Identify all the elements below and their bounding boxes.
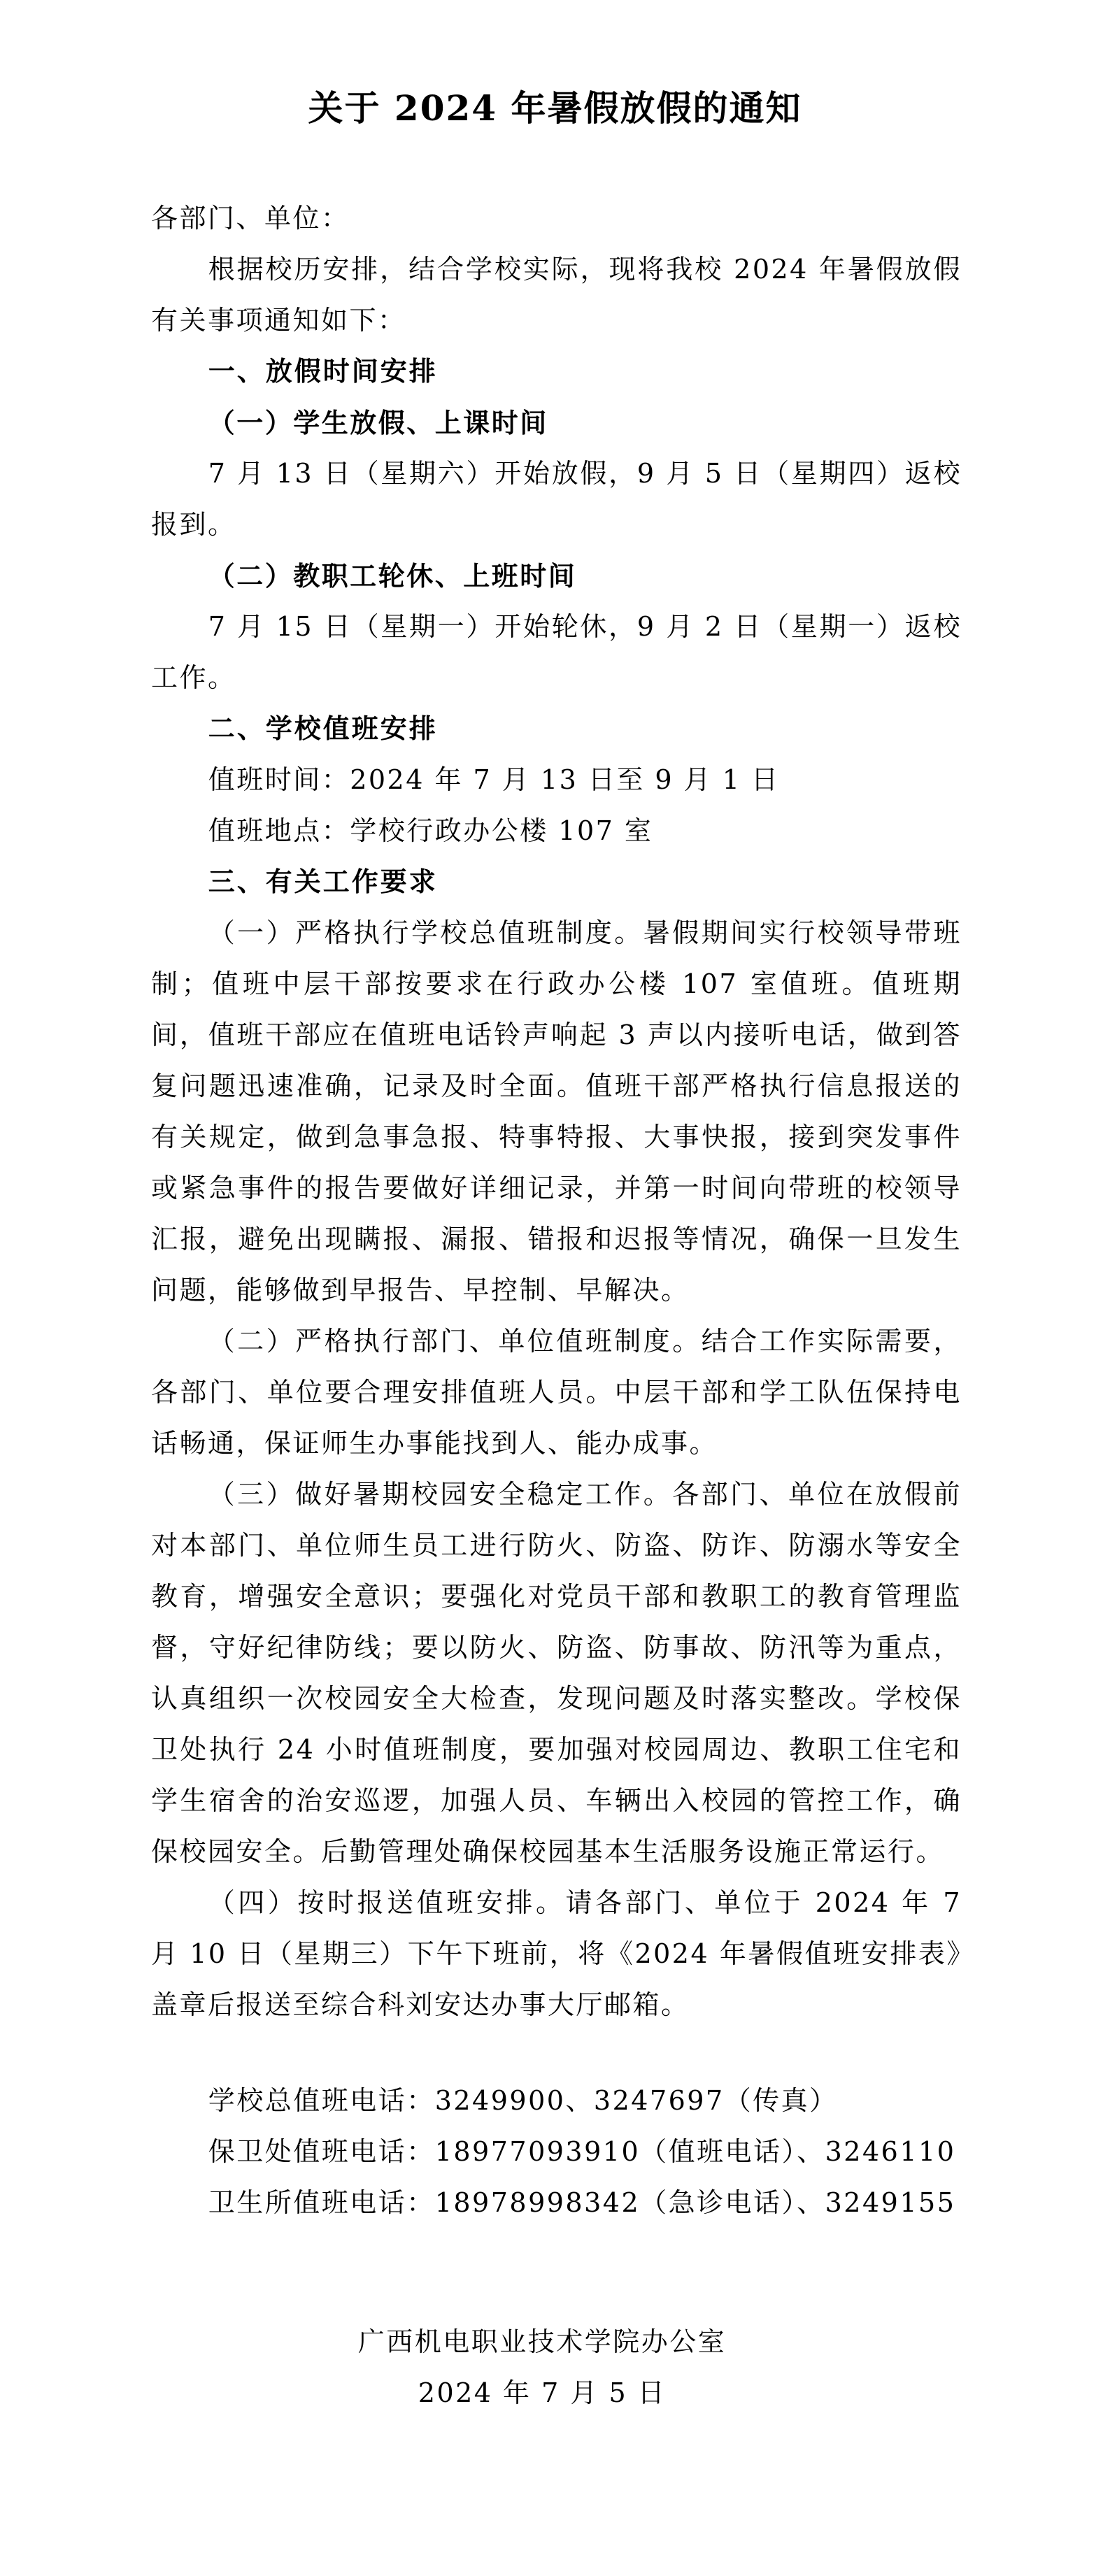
section1-sub2-text: 7 月 15 日（星期一）开始轮休，9 月 2 日（星期一）返校工作。 <box>151 611 962 693</box>
intro-paragraph: 根据校历安排，结合学校实际，现将我校 2024 年暑假放假有关事项通知如下： <box>151 254 962 336</box>
phone-list <box>151 2075 962 2228</box>
section2-heading: 二、学校值班安排 <box>208 713 438 744</box>
section1-sub2-heading: （二）教职工轮休、上班时间 <box>208 560 577 592</box>
section3-item2: （二）严格执行部门、单位值班制度。结合工作实际需要，各部门、单位要合理安排值班人员。中层干部和学工队伍保持电话畅通，保证师生办事能找到人、能办成事。 <box>151 1326 962 1459</box>
section1-sub1-heading: （一）学生放假、上课时间 <box>208 407 548 438</box>
doc-body <box>151 193 962 2419</box>
phone-line-clinic: 卫生所值班电话：18978998342（急诊电话）、3249155 <box>208 2187 956 2218</box>
salutation: 各部门、单位： <box>151 203 350 234</box>
doc-title: 关于 2024 年暑假放假的通知 <box>308 87 802 129</box>
phone-line-security: 保卫处值班电话：18977093910（值班电话）、3246110 <box>208 2136 956 2167</box>
section1-sub1-text: 7 月 13 日（星期六）开始放假，9 月 5 日（星期四）返校报到。 <box>151 458 962 540</box>
signature-org: 广西机电职业技术学院办公室 <box>357 2326 727 2357</box>
section3-item4: （四）按时报送值班安排。请各部门、单位于 2024 年 7 月 10 日（星期三）下午下班前，将《2024 年暑假值班安排表》盖章后报送至综合科刘安达办事大厅邮箱。 <box>151 1887 962 2020</box>
phone-line-school: 学校总值班电话：3249900、3247697（传真） <box>208 2085 838 2116</box>
signature-block <box>318 2317 766 2419</box>
section3-heading: 三、有关工作要求 <box>208 866 438 897</box>
duty-time-line: 值班时间：2024 年 7 月 13 日至 9 月 1 日 <box>208 764 780 795</box>
section3-item3: （三）做好暑期校园安全稳定工作。各部门、单位在放假前对本部门、单位师生员工进行防火、防盗、防诈、防溺水等安全教育，增强安全意识；要强化对党员干部和教职工的教育管理监督，守好纪律防线；要以防火、防盗、防事故、防汛等为重点，认真组织一次校园安全大检查，发现问题及时落实整改。学校保卫处执行 24 小时值班制度，要加强对校园周边、教职工住宅和学生宿舍的治安巡逻，加强人员、车辆出入校园的管控工作，确保校园安全。后勤管理处确保校园基本生活服务设施正常运行。 <box>151 1479 962 1867</box>
signature-date: 2024 年 7 月 5 日 <box>418 2377 667 2408</box>
duty-place-line: 值班地点：学校行政办公楼 107 室 <box>208 815 653 846</box>
section3-item1: （一）严格执行学校总值班制度。暑假期间实行校领导带班制；值班中层干部按要求在行政办公楼 107 室值班。值班期间，值班干部应在值班电话铃声响起 3 声以内接听电话，做到答复问题迅速准确，记录及时全面。值班干部严格执行信息报送的有关规定，做到急事急报、特事特报、大事快报，接到突发事件或紧急事件的报告要做好详细记录，并第一时间向带班的校领导汇报，避免出现瞒报、漏报、错报和迟报等情况，确保一旦发生问题，能够做到早报告、早控制、早解决。 <box>151 917 962 1305</box>
section1-heading: 一、放假时间安排 <box>208 356 438 387</box>
